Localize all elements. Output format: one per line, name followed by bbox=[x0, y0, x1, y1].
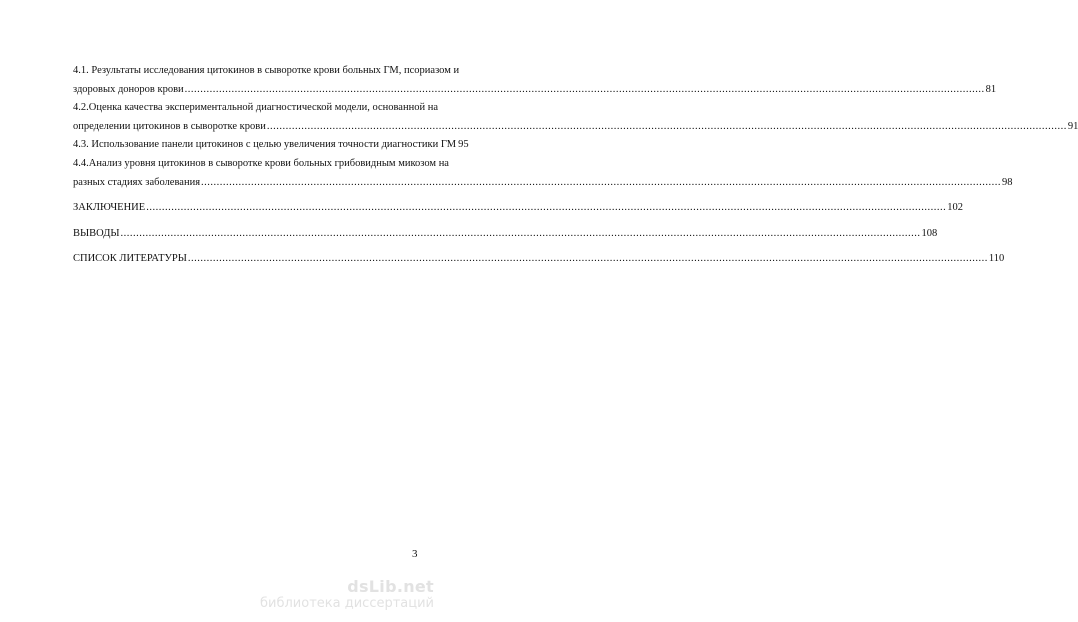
toc-page-number: 108 bbox=[921, 227, 938, 239]
toc-entry-conclusion[interactable] bbox=[73, 199, 963, 218]
toc-dot-leader bbox=[185, 81, 985, 100]
toc-dot-leader bbox=[201, 174, 1001, 193]
page-number: 3 bbox=[412, 548, 418, 560]
toc-page-number: 110 bbox=[988, 253, 1005, 265]
spacer bbox=[73, 243, 420, 250]
toc-entry-4-3[interactable] bbox=[73, 136, 469, 155]
toc-page-number: 91 bbox=[1067, 120, 1078, 132]
watermark bbox=[260, 578, 434, 611]
toc-entry-text: 4.3. Использование панели цитокинов с целью увеличения точности диагностики ГМ bbox=[73, 139, 457, 151]
toc-entry-text: СПИСОК ЛИТЕРАТУРЫ bbox=[73, 253, 187, 265]
toc-entry-first-line: 4.1. Результаты исследования цитокинов в сыворотке крови больных ГМ, псориазом и bbox=[73, 65, 460, 76]
spacer bbox=[73, 192, 420, 199]
toc-dot-leader bbox=[267, 118, 1067, 137]
toc-entry-text: ЗАКЛЮЧЕНИЕ bbox=[73, 202, 146, 214]
toc-dot-leader bbox=[188, 250, 988, 269]
watermark-subtitle: библиотека диссертаций bbox=[260, 596, 434, 611]
watermark-logo: dsLib.net bbox=[347, 577, 434, 596]
toc-entry-text: разных стадиях заболевания bbox=[73, 176, 201, 188]
toc-entry-text: здоровых доноров крови bbox=[73, 83, 184, 95]
toc-page-number: 81 bbox=[985, 83, 997, 95]
toc-entry-4-1[interactable] bbox=[73, 62, 997, 99]
toc-entry-text: определении цитокинов в сыворотке крови bbox=[73, 120, 266, 132]
toc-entry-references[interactable] bbox=[73, 250, 1005, 269]
toc-entry-first-line: 4.4.Анализ уровня цитокинов в сыворотке крови больных грибовидным микозом на bbox=[73, 157, 449, 169]
toc-page-number: 95 bbox=[458, 139, 469, 151]
table-of-contents bbox=[73, 62, 1078, 269]
toc-entry-4-2[interactable] bbox=[73, 99, 1078, 136]
toc-entry-findings[interactable] bbox=[73, 225, 938, 244]
toc-dot-leader bbox=[121, 225, 921, 244]
toc-entry-first-line: 4.2.Оценка качества экспериментальной диагностической модели, основанной на bbox=[73, 102, 438, 114]
toc-entry-4-4[interactable] bbox=[73, 155, 1013, 192]
toc-dot-leader bbox=[146, 199, 946, 218]
spacer bbox=[73, 218, 420, 225]
toc-page-number: 102 bbox=[947, 202, 963, 214]
toc-entry-text: ВЫВОДЫ bbox=[73, 227, 120, 239]
toc-page-number: 98 bbox=[1002, 176, 1013, 188]
